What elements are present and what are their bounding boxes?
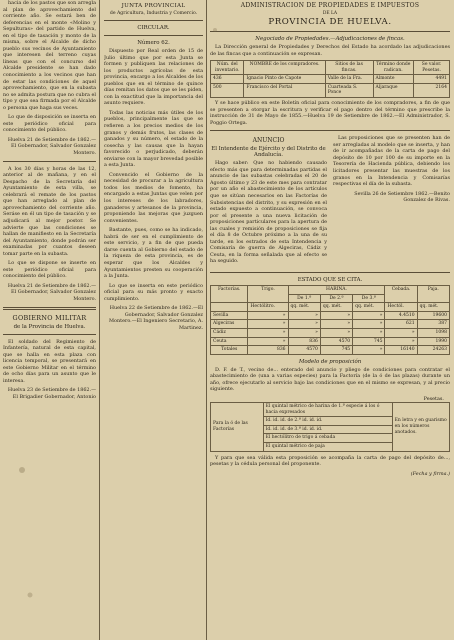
- table-cell: 387: [417, 320, 449, 329]
- anuncio-subheading: El Intendente de Ejército y del Distrito de Andalucía.: [211, 146, 326, 159]
- divider: [210, 272, 450, 273]
- divider: [3, 307, 96, 310]
- signature-line: Huelva 22 de Setiembre de 1862.—El Gobernador, Salvador Gonzalez Montero.—El Ingeniero Secretario, A. Martinez.: [109, 305, 203, 331]
- pesetas-label: Pesetas.: [423, 395, 444, 402]
- table-header-cell: De 3.ª: [353, 294, 385, 303]
- negociado-heading: Negociado de Propiedades.—Adjudicaciones de fincas.: [255, 36, 405, 42]
- table-cell: Totales: [211, 346, 248, 355]
- table-cell: 836: [248, 346, 288, 355]
- section-heading: GOBIERNO MILITAR: [12, 313, 87, 322]
- table-cell: 745: [353, 337, 385, 346]
- table-cell: »: [353, 346, 385, 355]
- table-cell: 24263: [417, 346, 449, 355]
- table-cell: En letra y en guarismo en los números anotados.: [392, 402, 449, 451]
- proposal-table: [210, 402, 450, 452]
- table-header-cell: De 2.ª: [320, 294, 352, 303]
- article-text: hacia de los pastos que son arregla al plan de aprovechamiento del corriente año. Se estará ben de deferencias en el monte «Molino y Sepulturas» del partido de Huelva, en el tipo de tasación y monto de la misma, sobre el Alcalde de dicho pueblo sus vecinos de Ayuntamiento que interesen del terreno cuyas líneas que con el concurso del Alcalde presidente se han dado conocimiento a los vecinos que han de estar las condiciones de aquel aprovechamiento, que en la subasta no se admita postura que no cubra el tipo y que sea firmada por el Alcalde o persona que haga sus veces.: [3, 0, 96, 111]
- table-cell: »: [320, 311, 352, 320]
- table-cell: Hectólitro.: [248, 303, 288, 312]
- section-heading: ADMINISTRACION DE PROPIEDADES E IMPUESTOS: [240, 2, 420, 9]
- section-subheading: de Agricultura, Industria y Comercio.: [109, 11, 198, 16]
- table-cell: »: [288, 328, 320, 337]
- table-cell: »: [320, 320, 352, 329]
- table-cell: Id. id. id. de 2.ª id. id. id.: [263, 417, 392, 426]
- modelo-heading: Modelo de proposición: [298, 358, 362, 365]
- table-cell: »: [385, 337, 417, 346]
- signature-line: Huelva 21 de Setiembre de 1862.—El Gobernador, Salvador Gonzalez Montero.: [7, 282, 96, 302]
- table-totals-row: [211, 346, 450, 355]
- table-header-cell: Cebada.: [385, 286, 417, 303]
- article-text: Todas las noticias más útiles de los pueblos, principalmente las que se refieren a los precios medios de los granos y demás frutos, las clases de ganados y su número, el estado de la cosecha y las causas que la hayan favorecido o perjudicado, deberán enviarse con la mayor brevedad posible a esta Junta.: [104, 109, 203, 169]
- table-header-cell: Factorías.: [211, 286, 248, 303]
- divider: [104, 35, 203, 36]
- table-cell: Cádiz: [211, 328, 248, 337]
- table-units-row: [211, 303, 450, 312]
- table-cell: 16140: [385, 346, 417, 355]
- table-header-row: [211, 61, 450, 75]
- table-header-cell: Paja.: [417, 286, 449, 303]
- article-text: Y se hace público en este Boletín oficial para conocimiento de los compradores, a fin de que se presenten a otorgar la escritura y verificar el pago dentro del término que prescribe la instrucción de 31 de Mayo de 1855.—Huelva 19 de Setiembre de 1862.—El Administrador, S. Poggio Ortega.: [210, 100, 450, 126]
- table-cell: »: [248, 320, 288, 329]
- table-row: [211, 83, 450, 97]
- article-text: D. F. de T., vecino de... enterado del anuncio y pliego de condiciones para contratar el abastecimiento de (una a varias especies) para la Factoría (de la ó de las plazas) durante un año, ofrece ejecutarlo al servicio bajo las condiciones que en el mismo se expresan, y al precio siguiente.: [210, 366, 450, 393]
- table-cell: Algeciras: [211, 320, 248, 329]
- supplies-table: [210, 285, 450, 355]
- table-cell: El quintal métrico de paja: [263, 442, 392, 451]
- table-cell: »: [288, 320, 320, 329]
- table-row: [211, 320, 450, 329]
- column-rule: [206, 0, 207, 640]
- estado-heading: ESTADO QUE SE CITA.: [297, 277, 363, 283]
- table-header-cell: Término donde radican.: [373, 61, 414, 75]
- table-cell: qq. mét.: [288, 303, 320, 312]
- table-cell: 4.4510: [385, 311, 417, 320]
- table-cell: »: [353, 320, 385, 329]
- table-header-cell: NOMBRE de los compradores.: [244, 61, 325, 75]
- column-rule: [99, 0, 100, 640]
- table-cell: »: [248, 328, 288, 337]
- anuncio-section: [210, 135, 450, 268]
- signature-line: Huelva 21 de Setiembre de 1862.—El Gobernador, Salvador Gonzalez Montero.: [7, 136, 96, 157]
- table-cell: Cuarteada S. Ponce: [325, 83, 373, 97]
- anuncio-heading: ANUNCIO: [252, 137, 285, 145]
- table-row: [211, 337, 450, 346]
- article-text: Lo que de disposición se inserta en este periódico oficial para conocimiento del público.: [3, 114, 96, 134]
- section-subheading: de la Provincia de Huelva.: [13, 323, 86, 330]
- table-cell: Ceuta: [211, 337, 248, 346]
- circular-heading: CIRCULAR.: [137, 25, 170, 31]
- table-cell: »: [353, 328, 385, 337]
- divider: [3, 334, 96, 335]
- table-row: [211, 402, 450, 416]
- table-cell: »: [248, 337, 288, 346]
- table-cell: 500: [211, 83, 244, 97]
- signature-line: Sevilla 26 de Setiembre 1862.—Benito Gonzalez de Rivas.: [354, 190, 450, 204]
- section-heading: JUNTA PROVINCIAL: [121, 3, 186, 9]
- table-cell: Almonte: [373, 75, 414, 84]
- table-header-cell: Sitios de las fincas.: [325, 61, 373, 75]
- article-text: Lo que se dispone se inserte en este periódico oficial para conocimiento del público.: [3, 260, 96, 280]
- table-header-cell: HARINA.: [288, 286, 385, 295]
- article-text: Lo que se inserta en este periódico oficial para su más pronto y exacto cumplimiento.: [104, 282, 203, 302]
- table-row: [211, 328, 450, 337]
- table-cell: 1990: [417, 337, 449, 346]
- table-cell: 1098: [417, 328, 449, 337]
- table-cell: »: [385, 328, 417, 337]
- table-cell: »: [248, 311, 288, 320]
- adjudications-table: [210, 60, 450, 98]
- table-cell: El hectólitro de trigo á cebada: [263, 434, 392, 443]
- table-cell: qq. mét.: [353, 303, 385, 312]
- article-text: Dispuesto por Real orden de 15 de Julio último que por esta Junta se formen y publiquen las relaciones de los productos agrícolas de esta provincia, encargo a los Alcaldes de los pueblos que en el término de quince días remitan los datos que se les piden, con la exactitud que la importancia del asunto requiere.: [104, 48, 203, 107]
- divider: [104, 20, 203, 21]
- number-heading: Número 62.: [137, 40, 170, 46]
- signature-line: Huelva 23 de Setiembre de 1862.—El Brigadier Gobernador, Antonio: [7, 387, 96, 400]
- table-cell: 2164: [414, 83, 450, 97]
- table-cell: »: [353, 311, 385, 320]
- article-text: Convencido el Gobierno de la necesidad de procurar a la agricultura todos los medios de fomento, ha encargado a estas Juntas que velen por los intereses de los labradores, ganaderos y artesanos de la provincia, proponiendo las mejoras que juzguen convenientes.: [104, 171, 203, 224]
- divider: [210, 130, 450, 131]
- table-cell: Francisco del Portal: [244, 83, 325, 97]
- table-cell: 745: [320, 346, 352, 355]
- article-text: El soldado del Regimiento de Infantería, natural de esta capital, que se halla en esta plaza con licencia temporal, se presentará en este Gobierno Militar en el término de ocho días para un asunto que le interesa.: [3, 338, 96, 384]
- table-cell: El quintal métrico de harina de 1.ª especie á los ó hacia expresados: [263, 402, 392, 416]
- article-text: Bastante, pues, como se ha indicado, habrá de ser en el cumplimiento de este servicio, y a fin de que pueda darse cuenta al Gobierno del estado de la riqueza de esta provincia, es de esperar que los Alcaldes y Ayuntamientos presten su cooperación a la Junta.: [104, 227, 203, 280]
- table-cell: Para la ó de las Factorías: [211, 402, 264, 451]
- column-middle: [104, 0, 203, 640]
- province-heading: PROVINCIA DE HUELVA.: [268, 17, 392, 27]
- table-row: [211, 75, 450, 84]
- table-cell: Ignacio Pinto de Capote: [244, 75, 325, 84]
- anuncio-left: [210, 135, 327, 268]
- table-row: [211, 311, 450, 320]
- table-cell: qq. mét.: [320, 303, 352, 312]
- table-cell: »: [288, 311, 320, 320]
- table-cell: Sevilla: [211, 311, 248, 320]
- signature-line: (Fecha y firma.): [410, 470, 450, 477]
- article-text: Hago saber: Que no habiendo causado efecto más que para determinadas partidas el anuncio de las subastas celebradas el 20 de Agosto último y 23 de este mes para contratar por un año el abastecimiento de los artículos que se sitúan necesarios en las Factorías de Subsistencias del distrito, y su expresión en el estado expuesto a continuación, se convoca por el presente a una nueva licitación de proposiciones particulares para la apertura de las cuales y remisión de proposiciones se fija el día 8 de Octubre próximo a la una de su tarde, en los estrados de esta Intendencia y Comisaría de guerra de Algeciras, Cádiz y Ceuta, en la forma señalada que al efecto se ha seguido.: [210, 160, 327, 265]
- anuncio-right: [333, 135, 450, 268]
- table-cell: Hectól.: [385, 303, 417, 312]
- table-header-cell: Trigo.: [248, 286, 288, 303]
- table-cell: Aljaraque: [373, 83, 414, 97]
- table-cell: 19600: [417, 311, 449, 320]
- column-left: [3, 0, 96, 640]
- table-cell: Id. id. id. de 3.ª id. id. id.: [263, 425, 392, 434]
- table-cell: Valle de la Fra.: [325, 75, 373, 84]
- table-cell: qq. mét.: [417, 303, 449, 312]
- table-cell: 436: [211, 75, 244, 84]
- table-header-cell: Núm. del inventario.: [211, 61, 244, 75]
- table-header-cell: Se valor. Pesetas.: [414, 61, 450, 75]
- table-cell: 621: [385, 320, 417, 329]
- table-cell: 836: [288, 337, 320, 346]
- table-cell: »: [320, 328, 352, 337]
- divider: [3, 161, 96, 162]
- article-text: Y para que sea válida esta proposición se acompaña la carta de pago del depósito de..., pesetas y la cédula personal del proponente.: [210, 454, 450, 468]
- table-cell: 4570: [320, 337, 352, 346]
- table-cell: 4491: [414, 75, 450, 84]
- table-header-cell: De 1.ª: [288, 294, 320, 303]
- article-text: La Dirección general de Propiedades y Derechos del Estado ha acordado las adjudicaciones de las fincas que a continuación se expresan.: [210, 44, 450, 57]
- table-header-row: [211, 286, 450, 295]
- table-cell: 4570: [288, 346, 320, 355]
- table-cell: [211, 303, 248, 312]
- section-heading-de: DE LA: [322, 11, 338, 16]
- column-right: [210, 0, 450, 640]
- article-text: Las proposiciones que se presenten han de ser arregladas al modelo que se inserta, y han de ir acompañadas de la carta de pago del depósito de 10 por 100 de su importe en la Tesorería de Hacienda pública, debiendo los licitadores presentar las muestras de los granos en la Intendencia y Comisarías respectivas el día de la subasta.: [333, 135, 450, 188]
- article-text: A los 30 días y horas de las 12, anterior al de mañana, y en el Despacho de la Secretaría del Ayuntamiento de esta villa, se celebrará el remate de los pastos que han arreglado al plan de aprovechamiento del corriente año. Seráse en él un tipo de tasación y se adjudicará al mejor postor. Se advierte que las condiciones se hallan de manifiesto en la Secretaría del Ayuntamiento, donde podrán ser examinadas por cuantos deseen tomar parte en la subasta.: [3, 165, 96, 257]
- divider: [210, 31, 450, 32]
